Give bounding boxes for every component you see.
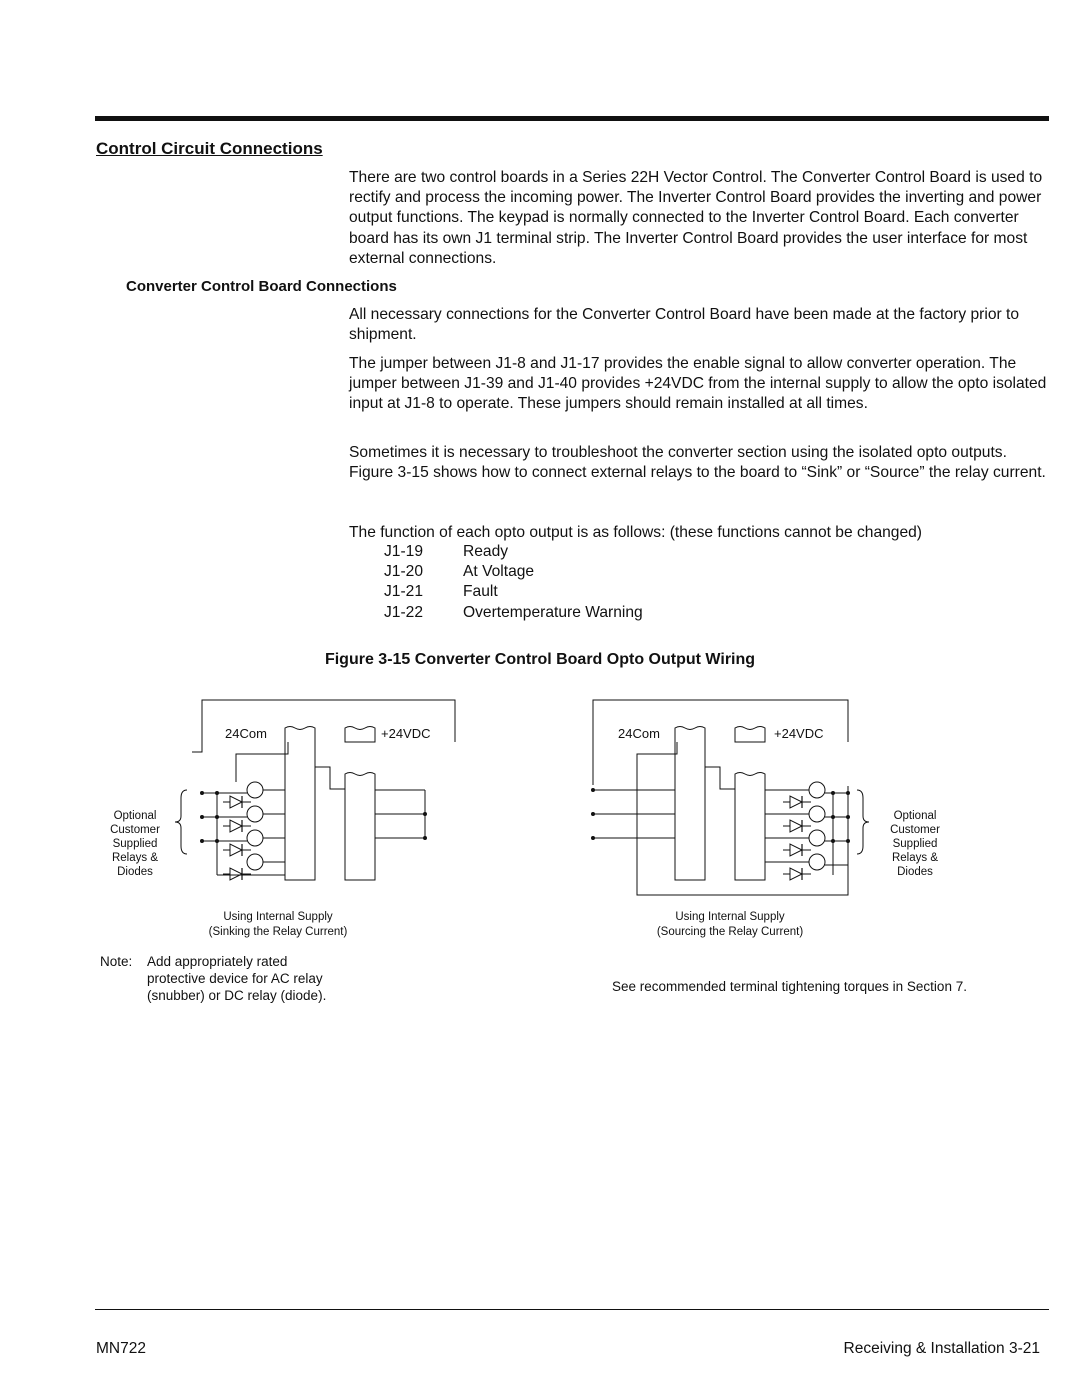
- brace-label-line: Optional: [893, 810, 937, 822]
- function-label: At Voltage: [463, 563, 535, 581]
- paragraph-jumper: The jumper between J1-8 and J1-17 provides the enable signal to allow converter operation. The jumper between J1-39 and J1-40 provides +24VDC from the internal supply to allow the opto isolated input at J1-8 to operate. These jumpers should remain installed at all times.: [349, 355, 1047, 413]
- com-label: 24Com: [618, 726, 660, 741]
- brace-label-line: Customer: [890, 824, 940, 836]
- paragraph-troubleshoot: Sometimes it is necessary to troubleshoot the converter section using the isolated opto outputs. Figure 3-15 shows how to connect external relays to the board to “Sink” or “Source” the relay current.: [349, 444, 1046, 482]
- brace-label-line: Diodes: [117, 866, 153, 878]
- terminal-label: J1-22: [384, 603, 424, 621]
- diagram-caption-line: Using Internal Supply: [223, 911, 333, 923]
- note-line: protective device for AC relay: [147, 971, 323, 986]
- brace-label-line: Supplied: [112, 838, 158, 850]
- paragraph-factory: All necessary connections for the Converter Control Board have been made at the factory prior to shipment.: [349, 306, 1020, 344]
- terminal-label: J1-19: [384, 543, 424, 560]
- list-item: [384, 582, 643, 602]
- torque-reference-text: See recommended terminal tightening torques in Section 7.: [612, 979, 967, 994]
- list-item: [384, 603, 643, 623]
- note-block: [100, 953, 326, 1004]
- intro-paragraph: There are two control boards in a Series 22H Vector Control. The Converter Control Board is used to rectify and process the incoming power. The Inverter Control Board provides the inverting and power output functions. The keypad is normally connected to the Inverter Control Board. Each converter board has its own J1 terminal strip. The Inverter Control Board provides the user interface for most external connections.: [349, 169, 1043, 267]
- top-rule: [95, 116, 1049, 121]
- brace-label-line: Diodes: [897, 866, 933, 878]
- com-label: 24Com: [225, 726, 267, 741]
- brace-label-line: Relays &: [891, 852, 939, 864]
- list-item: [384, 542, 643, 562]
- note-label: Note:: [100, 954, 133, 969]
- brace-label-line: Customer: [110, 824, 160, 836]
- function-label: Ready: [463, 543, 509, 560]
- brace-label-line: Supplied: [892, 838, 938, 850]
- sinking-wiring-diagram: [95, 690, 475, 945]
- figure-caption: Figure 3-15 Converter Control Board Opto Output Wiring: [324, 651, 756, 668]
- list-item: [384, 562, 643, 582]
- brace-label-line: Relays &: [111, 852, 159, 864]
- diagram-caption-line: (Sinking the Relay Current): [208, 926, 348, 938]
- footer-page-label: Receiving & Installation 3-21: [843, 1340, 1040, 1357]
- note-line: Add appropriately rated: [147, 954, 288, 969]
- diagram-caption-line: (Sourcing the Relay Current): [656, 926, 804, 938]
- vdc-label: +24VDC: [774, 726, 824, 741]
- opto-output-list: [384, 542, 643, 623]
- bottom-rule: [95, 1309, 1049, 1310]
- function-label: Fault: [463, 583, 498, 601]
- note-line: (snubber) or DC relay (diode).: [147, 988, 327, 1003]
- brace-label-line: Optional: [113, 810, 157, 822]
- terminal-label: J1-21: [384, 583, 424, 601]
- vdc-label: +24VDC: [381, 726, 431, 741]
- sourcing-wiring-diagram: [585, 690, 965, 945]
- terminal-label: J1-20: [384, 563, 424, 581]
- function-label: Overtemperature Warning: [463, 603, 643, 621]
- section-title: Control Circuit Connections: [96, 139, 323, 158]
- footer-manual-number: MN722: [96, 1340, 146, 1357]
- diagram-caption-line: Using Internal Supply: [675, 911, 785, 923]
- paragraph-functions: The function of each opto output is as follows: (these functions cannot be changed): [349, 524, 923, 541]
- subsection-title: Converter Control Board Connections: [126, 278, 397, 295]
